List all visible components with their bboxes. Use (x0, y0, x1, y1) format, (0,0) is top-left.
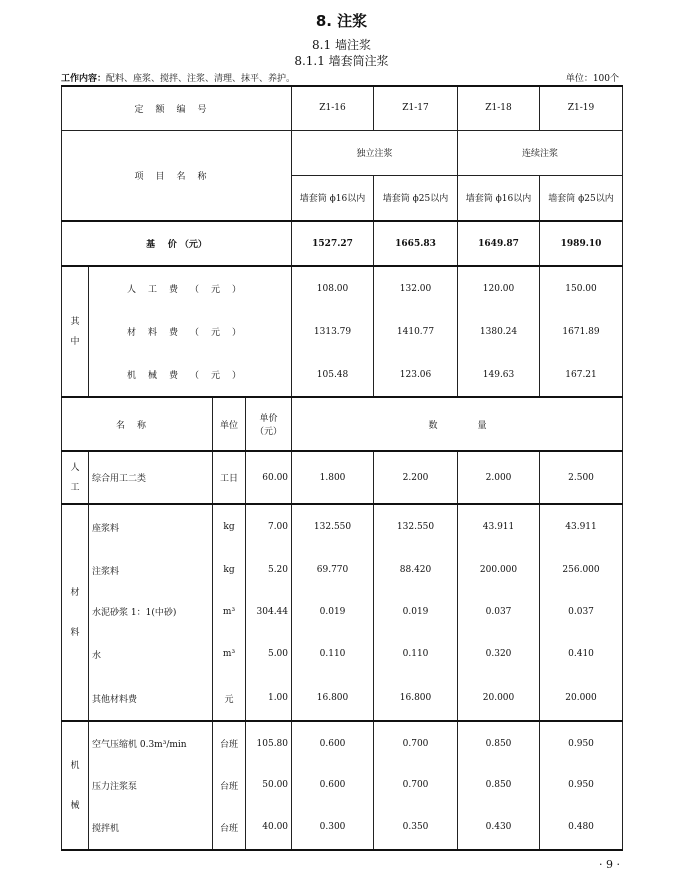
resource-name-header: 名称 (62, 397, 213, 451)
material-row (62, 549, 623, 591)
cost-value: 105.48 (292, 353, 374, 397)
cost-label: 机械费（元） (89, 353, 292, 397)
quantity-header-right: 量 (458, 397, 623, 451)
resource-qty: 0.350 (374, 805, 458, 850)
cost-value: 108.00 (292, 266, 374, 310)
resource-qty: 1.800 (292, 451, 374, 504)
resource-price: 7.00 (246, 504, 292, 549)
resource-price: 304.44 (246, 591, 292, 632)
resource-qty: 0.320 (458, 632, 540, 676)
material-category: 材 料 (62, 504, 89, 721)
resource-unit-header: 单位 (213, 397, 246, 451)
resource-name: 座浆料 (89, 504, 213, 549)
resource-qty: 0.110 (292, 632, 374, 676)
subsection-title: 8.1.1 墙套筒注浆 (294, 54, 389, 68)
resource-name: 压力注浆泵 (89, 765, 213, 805)
resource-qty: 0.019 (374, 591, 458, 632)
resource-unit: m³ (213, 632, 246, 676)
resource-qty: 0.430 (458, 805, 540, 850)
resource-qty: 200.000 (458, 549, 540, 591)
resource-price: 40.00 (246, 805, 292, 850)
resource-qty: 0.410 (540, 632, 623, 676)
resource-qty: 0.850 (458, 765, 540, 805)
resource-name: 水 (89, 632, 213, 676)
resource-qty: 0.700 (374, 721, 458, 765)
machine-row (62, 765, 623, 805)
material-row (62, 676, 623, 721)
quota-code-row (62, 86, 623, 130)
work-content-label: 工作内容： (61, 74, 107, 84)
resource-qty: 16.800 (374, 676, 458, 721)
resource-price: 1.00 (246, 676, 292, 721)
resource-qty: 0.700 (374, 765, 458, 805)
material-row (62, 504, 623, 549)
resource-qty: 0.950 (540, 765, 623, 805)
cost-value: 149.63 (458, 353, 540, 397)
quota-code: Z1-17 (374, 86, 458, 130)
base-price-value: 1989.10 (540, 221, 623, 266)
base-price-value: 1665.83 (374, 221, 458, 266)
group-header: 连续注浆 (458, 130, 623, 175)
cost-value: 1671.89 (540, 310, 623, 353)
quota-code: Z1-16 (292, 86, 374, 130)
resource-unit: 台班 (213, 805, 246, 850)
resource-unit: 元 (213, 676, 246, 721)
group-row (62, 130, 623, 175)
resource-unit: 台班 (213, 721, 246, 765)
resource-price-header: 单价 （元） (246, 397, 292, 451)
resource-price: 5.20 (246, 549, 292, 591)
resource-qty: 20.000 (458, 676, 540, 721)
resource-qty: 88.420 (374, 549, 458, 591)
item-header: 墙套筒 ϕ16以内 (458, 175, 540, 221)
cost-value: 123.06 (374, 353, 458, 397)
resource-price: 50.00 (246, 765, 292, 805)
cost-value: 150.00 (540, 266, 623, 310)
cost-label: 人工费（元） (89, 266, 292, 310)
cost-value: 1410.77 (374, 310, 458, 353)
cost-value: 132.00 (374, 266, 458, 310)
page-number: · 9 · (599, 858, 620, 871)
resource-price: 5.00 (246, 632, 292, 676)
quota-code: Z1-19 (540, 86, 623, 130)
among-label: 其 中 (62, 266, 89, 397)
base-price-value: 1649.87 (458, 221, 540, 266)
resource-name: 综合用工二类 (89, 451, 213, 504)
quota-table (61, 85, 623, 851)
work-content-text: 配料、座浆、搅拌、注浆、清理、抹平、养护。 (106, 74, 296, 84)
work-content (61, 71, 295, 84)
group-header: 独立注浆 (292, 130, 458, 175)
chapter-title: 8. 注浆 (315, 12, 368, 30)
resource-price: 105.80 (246, 721, 292, 765)
material-row (62, 591, 623, 632)
resource-header-row (62, 397, 623, 451)
labor-category: 人 工 (62, 451, 89, 504)
resource-qty: 43.911 (540, 504, 623, 549)
material-row (62, 632, 623, 676)
machine-category: 机 械 (62, 721, 89, 850)
base-price-label: 基 价 （元） (62, 221, 292, 266)
cost-row (62, 353, 623, 397)
resource-qty: 2.500 (540, 451, 623, 504)
quota-code-label: 定额编号 (62, 86, 292, 130)
resource-qty: 43.911 (458, 504, 540, 549)
resource-unit: 工日 (213, 451, 246, 504)
quota-code: Z1-18 (458, 86, 540, 130)
cost-value: 1380.24 (458, 310, 540, 353)
resource-unit: m³ (213, 591, 246, 632)
base-price-value: 1527.27 (292, 221, 374, 266)
resource-name: 搅拌机 (89, 805, 213, 850)
resource-qty: 2.000 (458, 451, 540, 504)
resource-qty: 0.110 (374, 632, 458, 676)
resource-qty: 0.850 (458, 721, 540, 765)
resource-qty: 69.770 (292, 549, 374, 591)
item-name-label: 项目名称 (62, 130, 292, 221)
resource-name: 水泥砂浆 1：1(中砂) (89, 591, 213, 632)
resource-qty: 132.550 (292, 504, 374, 549)
cost-row (62, 266, 623, 310)
resource-qty: 0.019 (292, 591, 374, 632)
item-header: 墙套筒 ϕ25以内 (374, 175, 458, 221)
resource-qty: 0.600 (292, 721, 374, 765)
base-price-row (62, 221, 623, 266)
resource-qty: 0.037 (540, 591, 623, 632)
resource-unit: kg (213, 504, 246, 549)
cost-value: 167.21 (540, 353, 623, 397)
section-title: 8.1 墙注浆 (312, 38, 371, 52)
item-header: 墙套筒 ϕ16以内 (292, 175, 374, 221)
resource-unit: kg (213, 549, 246, 591)
machine-row (62, 805, 623, 850)
resource-qty: 0.300 (292, 805, 374, 850)
resource-qty: 0.480 (540, 805, 623, 850)
resource-qty: 2.200 (374, 451, 458, 504)
resource-name: 其他材料费 (89, 676, 213, 721)
resource-name: 注浆料 (89, 549, 213, 591)
unit-label: 单位：100个 (565, 74, 619, 84)
resource-qty: 0.600 (292, 765, 374, 805)
resource-qty: 132.550 (374, 504, 458, 549)
resource-price: 60.00 (246, 451, 292, 504)
resource-qty: 256.000 (540, 549, 623, 591)
cost-row (62, 310, 623, 353)
quantity-header-left: 数 (292, 397, 458, 451)
cost-label: 材料费（元） (89, 310, 292, 353)
resource-qty: 20.000 (540, 676, 623, 721)
resource-qty: 0.037 (458, 591, 540, 632)
resource-qty: 0.950 (540, 721, 623, 765)
cost-value: 120.00 (458, 266, 540, 310)
machine-row (62, 721, 623, 765)
item-header: 墙套筒 ϕ25以内 (540, 175, 623, 221)
resource-qty: 16.800 (292, 676, 374, 721)
resource-name: 空气压缩机 0.3m³/min (89, 721, 213, 765)
labor-row (62, 451, 623, 504)
resource-unit: 台班 (213, 765, 246, 805)
cost-value: 1313.79 (292, 310, 374, 353)
